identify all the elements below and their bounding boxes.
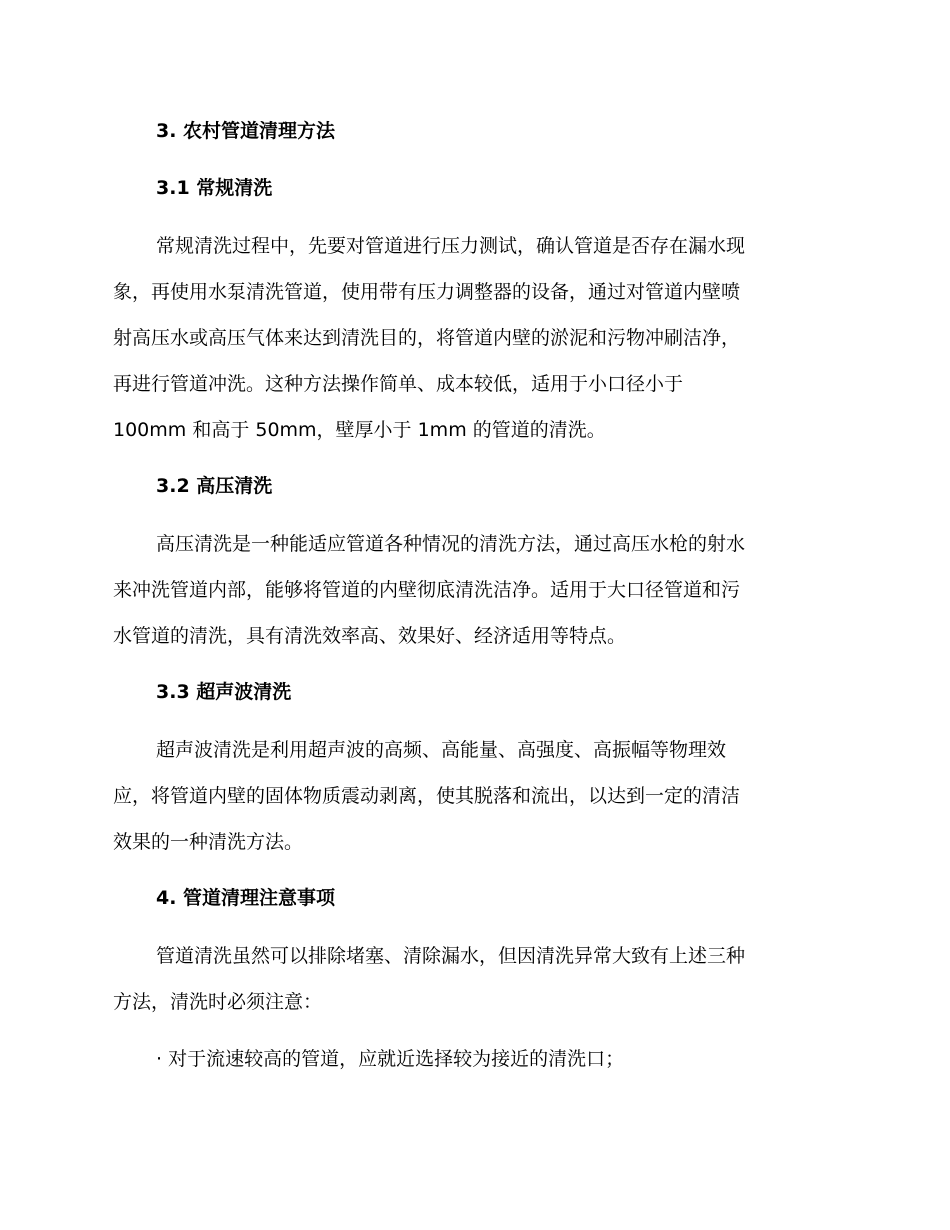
text-line: 管道清洗虽然可以排除堵塞、清除漏水，但因清洗异常大致有上述三种 — [156, 945, 746, 967]
text-line: 射高压水或高压气体来达到清洗目的，将管道内壁的淤泥和污物冲刷洁净， — [113, 327, 741, 349]
bullet-item: · 对于流速较高的管道，应就近选择较为接近的清洗口； — [156, 1048, 625, 1070]
text-line: 常规清洗过程中，先要对管道进行压力测试，确认管道是否存在漏水现 — [156, 235, 746, 257]
text-line: 象，再使用水泵清洗管道，使用带有压力调整器的设备，通过对管道内壁喷 — [113, 281, 741, 303]
section-heading-3: 3. 农村管道清理方法 — [156, 120, 336, 142]
text-line: 再进行管道冲洗。这种方法操作简单、成本较低，适用于小口径小于 — [113, 373, 684, 395]
section-heading-3-2: 3.2 高压清洗 — [156, 475, 273, 497]
paragraph-ultrasonic-cleaning — [113, 727, 833, 865]
text-line: 方法，清洗时必须注意： — [113, 991, 323, 1013]
text-line: 高压清洗是一种能适应管道各种情况的清洗方法，通过高压水枪的射水 — [156, 533, 746, 555]
paragraph-regular-cleaning — [113, 223, 833, 453]
text-line: 应，将管道内壁的固体物质震动剥离，使其脱落和流出，以达到一定的清洁 — [113, 785, 741, 807]
text-line: 100mm 和高于 50mm，壁厚小于 1mm 的管道的清洗。 — [113, 419, 606, 441]
text-line: 来冲洗管道内部，能够将管道的内壁彻底清洗洁净。适用于大口径管道和污 — [113, 579, 741, 601]
section-heading-3-1: 3.1 常规清洗 — [156, 177, 273, 199]
document-body — [113, 109, 833, 1082]
section-heading-3-3: 3.3 超声波清洗 — [156, 681, 292, 703]
section-heading-4: 4. 管道清理注意事项 — [156, 887, 336, 909]
text-line: 超声波清洗是利用超声波的高频、高能量、高强度、高振幅等物理效 — [156, 739, 727, 761]
text-line: 水管道的清洗，具有清洗效率高、效果好、经济适用等特点。 — [113, 625, 627, 647]
paragraph-precautions — [113, 933, 833, 1025]
paragraph-high-pressure-cleaning — [113, 521, 833, 659]
text-line: 效果的一种清洗方法。 — [113, 831, 304, 853]
